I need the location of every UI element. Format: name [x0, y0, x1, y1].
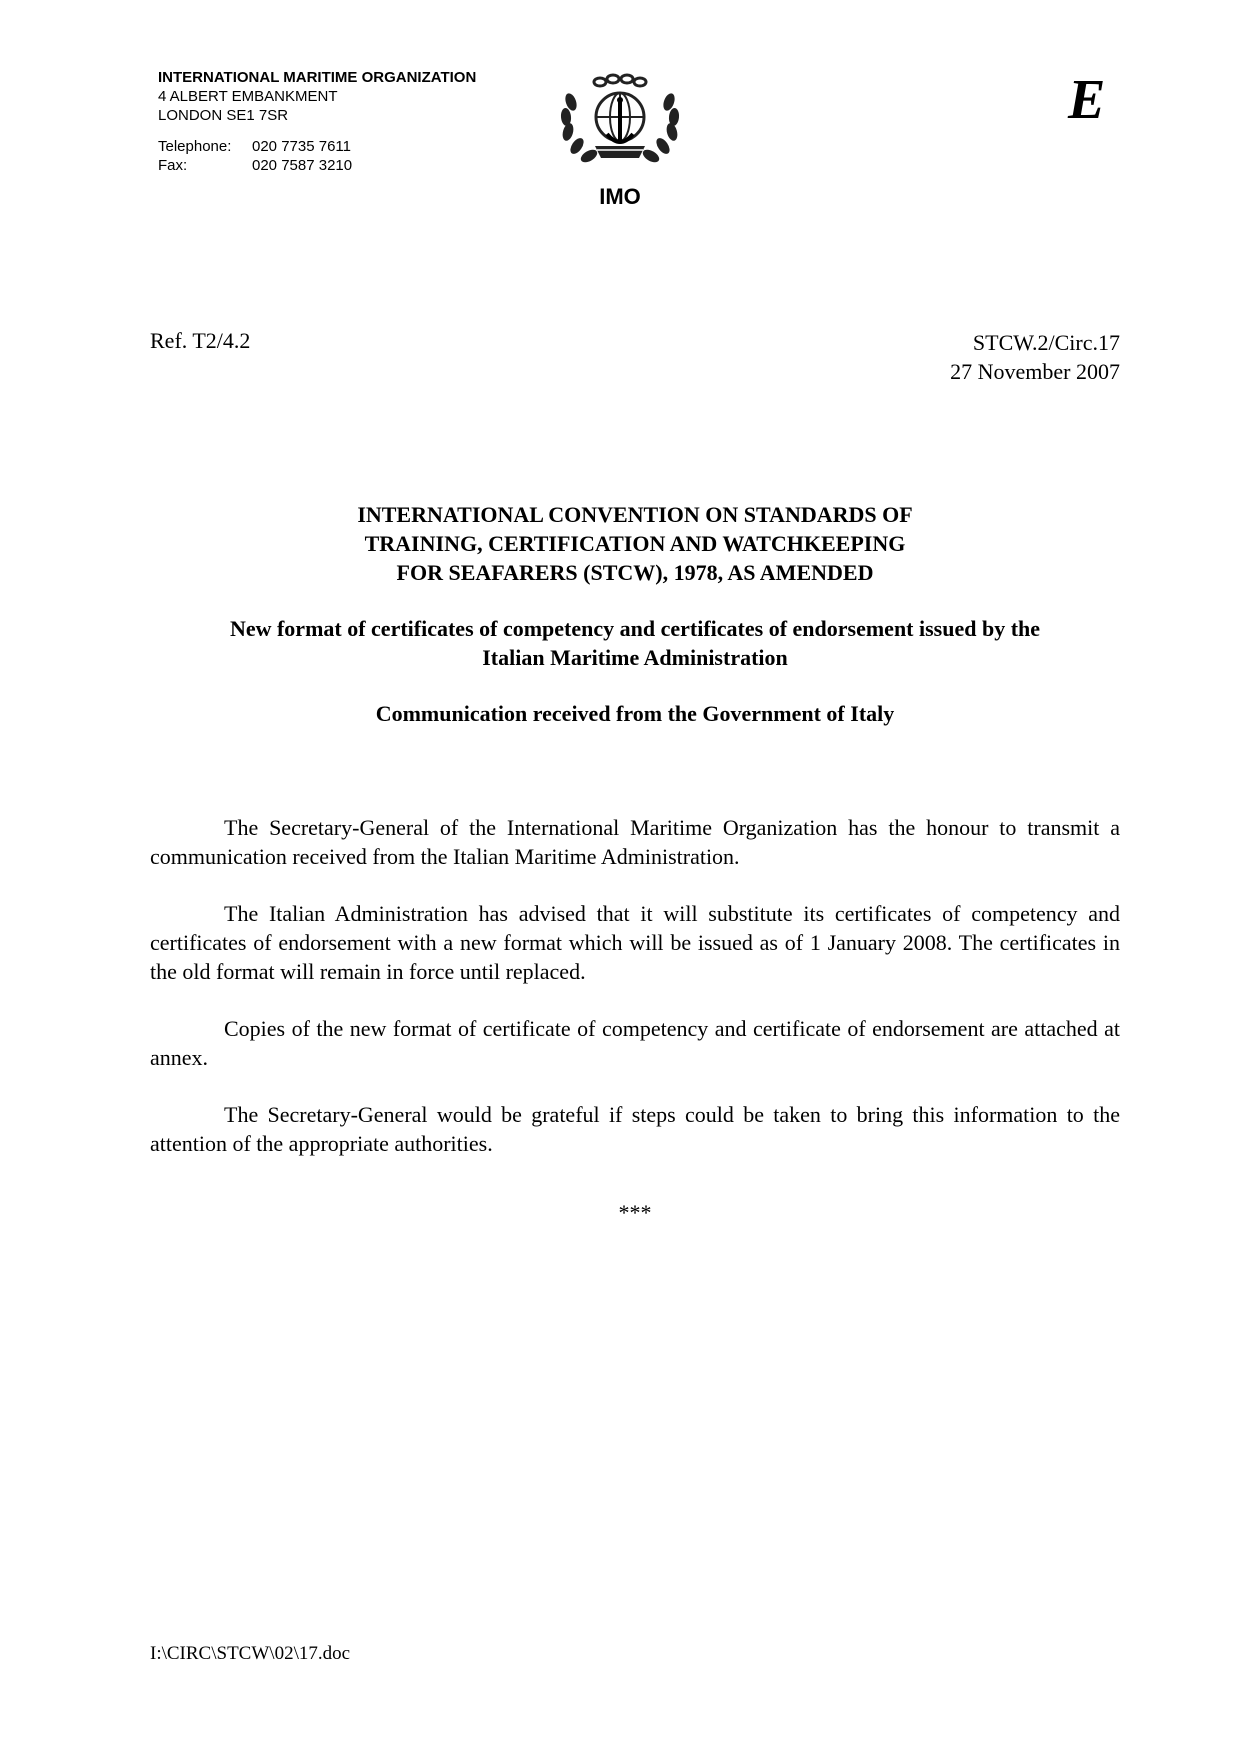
document-symbol-block — [950, 328, 1120, 386]
title-line: INTERNATIONAL CONVENTION ON STANDARDS OF — [357, 502, 913, 527]
org-name: INTERNATIONAL MARITIME ORGANIZATION — [158, 69, 477, 86]
subtitle-line: New format of certificates of competency and certificates of endorsement issued by the — [229, 616, 1041, 641]
telephone-row — [158, 137, 476, 156]
document-subtitle — [150, 614, 1120, 672]
fax-number: 020 7587 3210 — [252, 157, 353, 174]
address-line-2: LONDON SE1 7SR — [158, 107, 289, 124]
end-separator: *** — [618, 1200, 652, 1225]
document-body — [150, 813, 1120, 1158]
document-symbol: STCW.2/Circ.17 — [972, 330, 1120, 355]
body-paragraph: Copies of the new format of certificate of competency and certificate of endorsement are attached at annex. — [150, 1016, 1120, 1070]
document-date: 27 November 2007 — [950, 359, 1120, 384]
imo-emblem-icon — [555, 72, 685, 172]
fax-row — [158, 156, 476, 175]
imo-logo-text: IMO — [599, 184, 641, 209]
body-paragraph: The Secretary-General would be grateful if steps could be taken to bring this information to the attention of the appropriate authorities. — [150, 1102, 1120, 1156]
title-line: FOR SEAFARERS (STCW), 1978, AS AMENDED — [396, 560, 874, 585]
address-line-1: 4 ALBERT EMBANKMENT — [158, 88, 338, 105]
telephone-label: Telephone: — [158, 138, 232, 155]
title-line: TRAINING, CERTIFICATION AND WATCHKEEPING — [364, 531, 906, 556]
communication-heading: Communication received from the Government of Italy — [375, 701, 895, 726]
subtitle-line: Italian Maritime Administration — [482, 645, 788, 670]
organization-header — [158, 68, 476, 175]
fax-label: Fax: — [158, 157, 188, 174]
footer-file-path: I:\CIRC\STCW\02\17.doc — [150, 1643, 351, 1664]
reference-number: Ref. T2/4.2 — [150, 328, 251, 353]
document-content — [150, 500, 1120, 1227]
document-title — [150, 500, 1120, 587]
body-paragraph: The Italian Administration has advised that it will substitute its certificates of competency and certificates of endorsement with a new format which will be issued as of 1 January 2008. The certificates in the old format will remain in force until replaced. — [150, 901, 1120, 984]
language-indicator: E — [1068, 69, 1106, 131]
body-paragraph: The Secretary-General of the International Maritime Organization has the honour to transmit a communication received from the Italian Maritime Administration. — [150, 815, 1120, 869]
telephone-number: 020 7735 7611 — [252, 138, 351, 155]
contact-block — [158, 137, 476, 175]
